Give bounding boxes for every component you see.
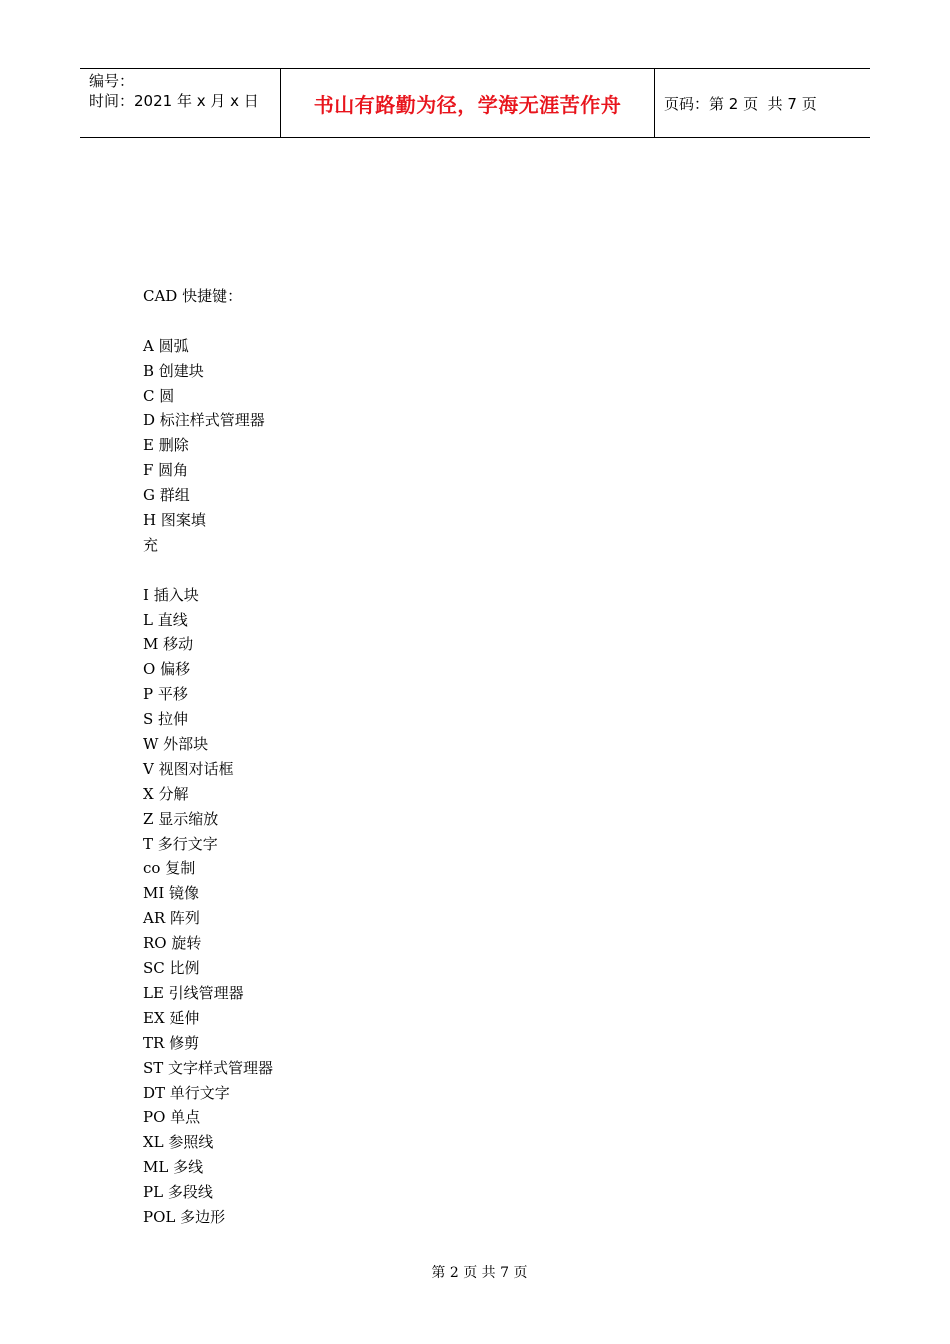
page-footer (0, 1246, 950, 1282)
shortcut-line: B 创建块 (143, 361, 204, 380)
header-right-cell (655, 69, 870, 137)
spacer (143, 558, 273, 583)
shortcut-line: RO 旋转 (143, 934, 202, 953)
footer-page-number: 第 2 页 共 7 页 (431, 1265, 528, 1281)
shortcut-line: co 复制 (143, 859, 196, 878)
shortcut-group-1 (143, 334, 273, 558)
shortcut-line: PO 单点 (143, 1108, 201, 1127)
shortcut-line: W 外部块 (143, 735, 209, 754)
shortcut-line: LE 引线管理器 (143, 983, 244, 1002)
shortcut-line: C 圆 (143, 386, 175, 405)
shortcut-line: V 视图对话框 (143, 759, 234, 778)
document-body (143, 284, 273, 1230)
shortcut-line: ML 多线 (143, 1158, 204, 1177)
header-middle-cell (281, 69, 655, 137)
document-number-label: 编号： (89, 72, 135, 90)
shortcut-line: SC 比例 (143, 959, 200, 978)
shortcut-line: T 多行文字 (143, 834, 218, 853)
shortcut-line: M 移动 (143, 635, 194, 654)
shortcut-line: F 圆角 (143, 461, 189, 480)
shortcut-line: A 圆弧 (143, 336, 189, 355)
document-header (80, 68, 870, 138)
shortcut-line: S 拉伸 (143, 710, 189, 729)
shortcut-line: H 图案填 (143, 511, 206, 530)
shortcut-line: I 插入块 (143, 585, 199, 604)
shortcut-line: DT 单行文字 (143, 1083, 230, 1102)
shortcut-line: TR 修剪 (143, 1033, 200, 1052)
document-time-label: 时间：2021 年 x 月 x 日 (89, 92, 259, 110)
shortcut-line: MI 镜像 (143, 884, 200, 903)
shortcut-line: POL 多边形 (143, 1207, 226, 1226)
shortcut-line: O 偏移 (143, 660, 191, 679)
shortcut-line: EX 延伸 (143, 1008, 200, 1027)
shortcut-line: X 分解 (143, 784, 189, 803)
shortcut-line: ST 文字样式管理器 (143, 1058, 274, 1077)
shortcut-group-2 (143, 583, 273, 1230)
shortcut-line: E 删除 (143, 436, 189, 455)
shortcut-line: AR 阵列 (143, 909, 200, 928)
header-motto: 书山有路勤为径，学海无涯苦作舟 (313, 92, 622, 117)
document-title: CAD 快捷键： (143, 287, 243, 305)
shortcut-line: D 标注样式管理器 (143, 411, 265, 430)
header-left-cell (80, 69, 281, 137)
shortcut-line: G 群组 (143, 486, 190, 505)
header-page-label: 页码：第 2 页 共 7 页 (664, 94, 817, 113)
shortcut-line: L 直线 (143, 610, 188, 629)
shortcut-line: PL 多段线 (143, 1183, 213, 1202)
shortcut-line: P 平移 (143, 685, 188, 704)
spacer (143, 309, 273, 334)
shortcut-line: XL 参照线 (143, 1133, 214, 1152)
shortcut-line: 充 (143, 535, 159, 554)
shortcut-line: Z 显示缩放 (143, 809, 219, 828)
